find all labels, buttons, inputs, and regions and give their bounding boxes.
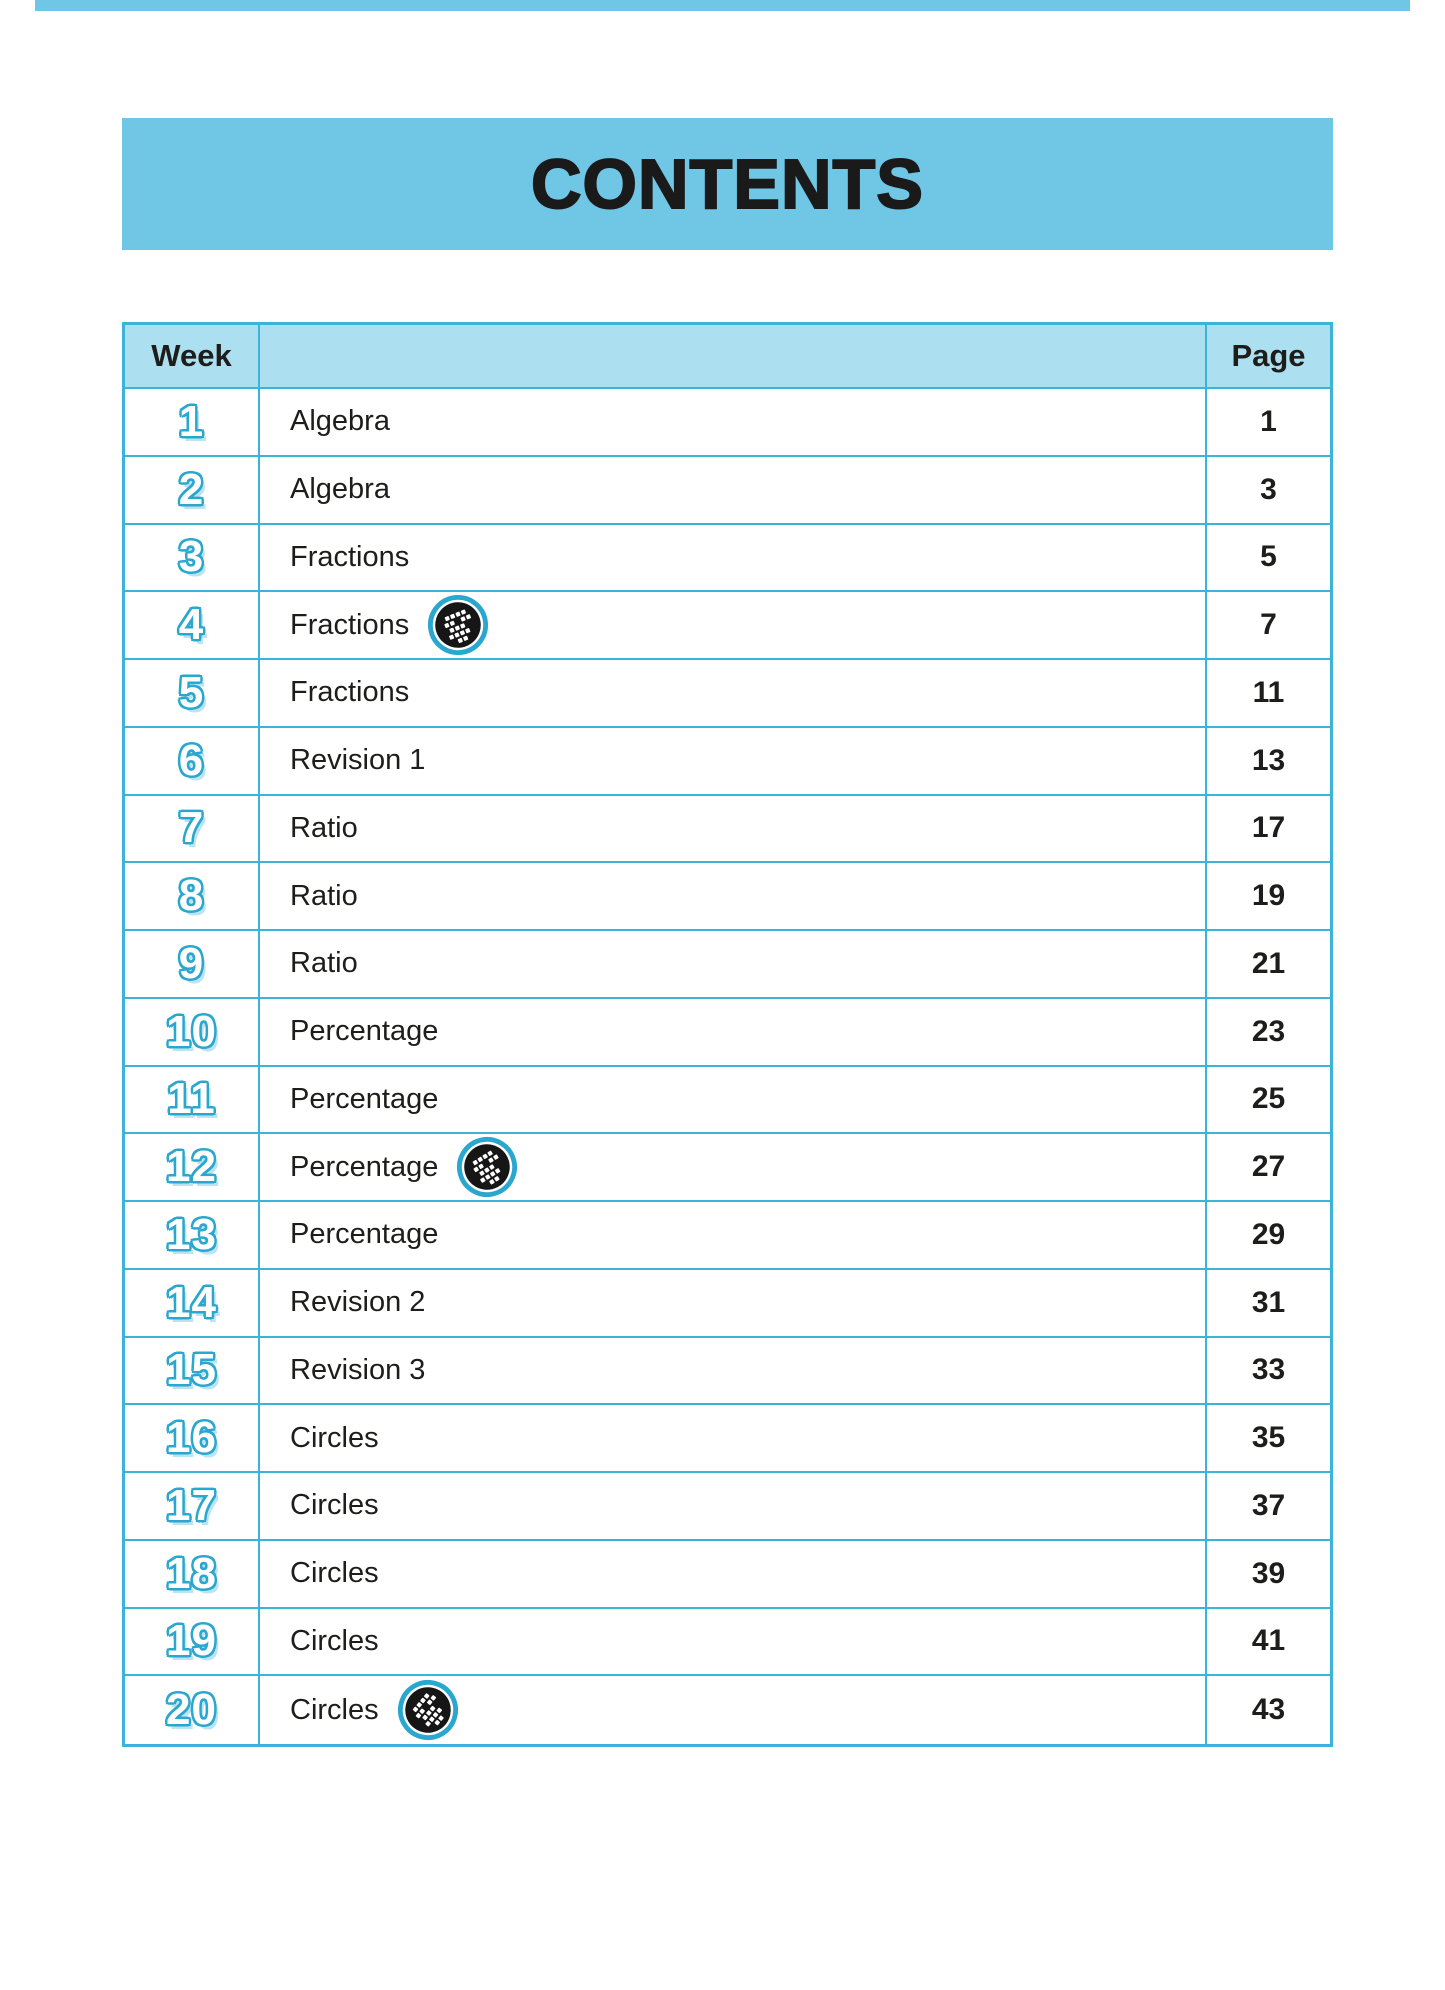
- page-cell: [1207, 1473, 1330, 1541]
- page-number: 7: [1260, 608, 1277, 642]
- page-cell: [1207, 1067, 1330, 1135]
- topic-column-header-cell: [260, 325, 1207, 389]
- topic-label: Revision 1: [290, 744, 426, 777]
- page-number: 33: [1251, 1353, 1286, 1387]
- week-cell: [125, 1338, 260, 1406]
- week-number: 16: [166, 1413, 217, 1463]
- page-cell: [1207, 863, 1330, 931]
- page-cell: [1207, 1541, 1330, 1609]
- topic-label: Fractions: [290, 540, 410, 573]
- page-number: 41: [1251, 1624, 1286, 1658]
- week-cell: [125, 660, 260, 728]
- topic-cell: [260, 1134, 1207, 1202]
- week-cell: [125, 999, 260, 1067]
- topic-label: Ratio: [290, 879, 358, 912]
- page-cell: [1207, 728, 1330, 796]
- page-number: 43: [1251, 1693, 1286, 1727]
- week-cell: [125, 457, 260, 525]
- page-number: 11: [1252, 675, 1285, 709]
- page-number: 13: [1251, 743, 1286, 777]
- topic-label: Percentage: [290, 1082, 439, 1115]
- page-number: 17: [1251, 811, 1286, 845]
- week-number: 9: [178, 938, 205, 988]
- topic-cell: [260, 1338, 1207, 1406]
- week-number: 11: [167, 1074, 216, 1124]
- topic-cell: [260, 389, 1207, 457]
- topic-cell: [260, 592, 1207, 660]
- page-number: 27: [1251, 1150, 1286, 1184]
- topic-cell: [260, 457, 1207, 525]
- page-cell: [1207, 1270, 1330, 1338]
- topic-cell: [260, 660, 1207, 728]
- page-cell: [1207, 1676, 1330, 1744]
- page-column-header-cell: [1207, 325, 1330, 389]
- week-number: 2: [178, 464, 205, 514]
- week-cell: [125, 592, 260, 660]
- topic-label: Circles: [290, 1624, 379, 1657]
- topic-cell: [260, 1270, 1207, 1338]
- page-number: 21: [1251, 946, 1286, 980]
- week-number: 10: [166, 1006, 217, 1056]
- week-cell: [125, 1134, 260, 1202]
- week-number: 14: [166, 1277, 217, 1327]
- page-cell: [1207, 999, 1330, 1067]
- week-cell: [125, 796, 260, 864]
- pixel-dash-badge-icon: [425, 592, 491, 658]
- topic-cell: [260, 931, 1207, 999]
- week-number: 4: [178, 600, 205, 650]
- page-number: 29: [1251, 1217, 1286, 1251]
- page-cell: [1207, 389, 1330, 457]
- week-cell: [125, 931, 260, 999]
- topic-label: Percentage: [290, 1150, 439, 1183]
- week-cell: [125, 389, 260, 457]
- topic-cell: [260, 1609, 1207, 1677]
- topic-label: Fractions: [290, 608, 410, 641]
- page-number: 5: [1260, 540, 1277, 574]
- week-number: 17: [166, 1480, 217, 1530]
- page-number: 37: [1251, 1488, 1286, 1522]
- week-column-header: Week: [151, 338, 232, 373]
- week-cell: [125, 863, 260, 931]
- page-number: 23: [1251, 1014, 1286, 1048]
- week-number: 20: [166, 1685, 217, 1735]
- page-number: 3: [1260, 472, 1277, 506]
- week-cell: [125, 1473, 260, 1541]
- page-cell: [1207, 796, 1330, 864]
- topic-cell: [260, 999, 1207, 1067]
- topic-label: Ratio: [290, 947, 358, 980]
- week-cell: [125, 1202, 260, 1270]
- pixel-dash-badge-icon: [450, 1130, 525, 1205]
- week-number: 13: [166, 1209, 217, 1259]
- week-cell: [125, 1067, 260, 1135]
- week-cell: [125, 1541, 260, 1609]
- topic-cell: [260, 863, 1207, 931]
- topic-label: Algebra: [290, 405, 390, 438]
- week-number: 6: [178, 735, 205, 785]
- topic-label: Revision 2: [290, 1286, 426, 1319]
- page-cell: [1207, 1405, 1330, 1473]
- page-number: 35: [1251, 1421, 1286, 1455]
- page-cell: [1207, 1338, 1330, 1406]
- topic-cell: [260, 728, 1207, 796]
- week-number: 12: [166, 1142, 217, 1192]
- topic-cell: [260, 1202, 1207, 1270]
- topic-label: Fractions: [290, 676, 410, 709]
- topic-label: Circles: [290, 1421, 379, 1454]
- week-number: 19: [166, 1616, 217, 1666]
- page-cell: [1207, 525, 1330, 593]
- topic-cell: [260, 1067, 1207, 1135]
- week-number: 5: [178, 667, 205, 717]
- page-cell: [1207, 931, 1330, 999]
- week-number: 15: [166, 1345, 217, 1395]
- week-number: 3: [178, 532, 205, 582]
- week-number: 1: [178, 396, 205, 446]
- week-cell: [125, 1405, 260, 1473]
- topic-label: Percentage: [290, 1015, 439, 1048]
- week-number: 18: [166, 1548, 217, 1598]
- week-cell: [125, 1676, 260, 1744]
- week-cell: [125, 525, 260, 593]
- week-number: 8: [178, 871, 205, 921]
- topic-label: Circles: [290, 1489, 379, 1522]
- topic-cell: [260, 1405, 1207, 1473]
- topic-label: Ratio: [290, 811, 358, 844]
- page-cell: [1207, 1609, 1330, 1677]
- page-cell: [1207, 592, 1330, 660]
- week-number: 7: [178, 803, 205, 853]
- page-number: 1: [1260, 404, 1277, 438]
- page-column-header: Page: [1231, 338, 1306, 373]
- week-cell: [125, 1609, 260, 1677]
- topic-label: Percentage: [290, 1218, 439, 1251]
- contents-table: [122, 322, 1333, 1747]
- page-cell: [1207, 1202, 1330, 1270]
- week-cell: [125, 728, 260, 796]
- page-number: 19: [1251, 879, 1286, 913]
- topic-cell: [260, 796, 1207, 864]
- topic-cell: [260, 1473, 1207, 1541]
- page-number: 39: [1251, 1556, 1286, 1590]
- topic-cell: [260, 1541, 1207, 1609]
- page-number: 31: [1251, 1285, 1286, 1319]
- page-title: CONTENTS: [531, 145, 924, 223]
- topic-label: Algebra: [290, 473, 390, 506]
- page-cell: [1207, 660, 1330, 728]
- top-accent-strip: [35, 0, 1410, 11]
- topic-cell: [260, 1676, 1207, 1744]
- week-column-header-cell: [125, 325, 260, 389]
- topic-cell: [260, 525, 1207, 593]
- page-cell: [1207, 1134, 1330, 1202]
- topic-label: Revision 3: [290, 1353, 426, 1386]
- topic-label: Circles: [290, 1557, 379, 1590]
- contents-banner: [122, 118, 1333, 250]
- page-number: 25: [1251, 1082, 1286, 1116]
- pixel-dash-badge-icon: [385, 1667, 470, 1752]
- topic-label: Circles: [290, 1693, 379, 1726]
- week-cell: [125, 1270, 260, 1338]
- page-cell: [1207, 457, 1330, 525]
